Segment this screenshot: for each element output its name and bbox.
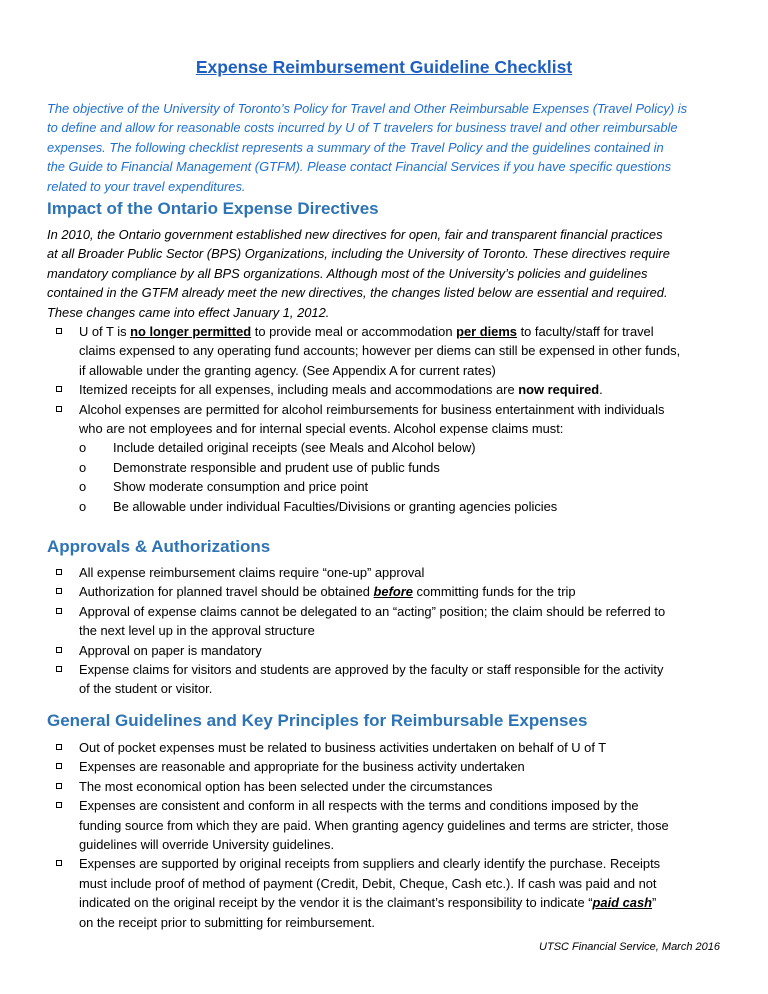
paragraph-line: contained in the GTFM already meet the new directives, the changes listed below are essential and required. bbox=[47, 285, 668, 301]
checklist-item-line: The most economical option has been selected under the circumstances bbox=[79, 778, 493, 794]
emphasis-paid-cash: paid cash bbox=[592, 895, 652, 911]
checklist-item-line: Expenses are consistent and conform in all respects with the terms and conditions imposed by the bbox=[79, 798, 639, 814]
checkbox-icon[interactable] bbox=[56, 783, 62, 789]
text-segment: Authorization for planned travel should be obtained bbox=[79, 584, 374, 600]
checkbox-icon[interactable] bbox=[56, 569, 62, 575]
checkbox-icon[interactable] bbox=[56, 860, 62, 866]
checklist-item-line bbox=[79, 380, 739, 399]
checklist-item-line bbox=[79, 893, 739, 912]
text-segment: to faculty/staff for travel bbox=[516, 324, 654, 339]
checkbox-icon[interactable] bbox=[56, 328, 62, 334]
checklist-item-line: All expense reimbursement claims require “one-up” approval bbox=[79, 565, 425, 580]
checklist-item bbox=[0, 380, 739, 399]
intro-line: the Guide to Financial Management (GTFM). Please contact Financial Services if you have specific questions bbox=[47, 159, 672, 175]
checkbox-icon[interactable] bbox=[56, 744, 62, 750]
text-segment: ” bbox=[652, 895, 657, 911]
intro-line: to define and allow for reasonable costs incurred by U of T travelers for business travel and other reimbursable bbox=[47, 120, 678, 136]
section1-checklist bbox=[0, 322, 768, 516]
checklist-item-line: Expenses are reasonable and appropriate for the business activity undertaken bbox=[79, 759, 525, 775]
checkbox-icon[interactable] bbox=[56, 588, 62, 594]
emphasis-before: before bbox=[373, 584, 413, 600]
circle-bullet-icon: o bbox=[79, 479, 87, 495]
checklist-item-line: Approval of expense claims cannot be delegated to an “acting” position; the claim should be referred to bbox=[79, 603, 666, 619]
text-segment: . bbox=[599, 382, 603, 398]
circle-bullet-icon: o bbox=[79, 498, 87, 514]
page-footer: UTSC Financial Service, March 2016 bbox=[539, 941, 720, 953]
text-segment: to provide meal or accommodation bbox=[251, 324, 457, 339]
checklist-item bbox=[0, 400, 739, 439]
checklist-item-line: Expense claims for visitors and students are approved by the faculty or staff responsible for the activity bbox=[79, 662, 664, 678]
checklist-item bbox=[0, 563, 739, 582]
text-segment: indicated on the original receipt by the vendor it is the claimant’s responsibility to indicate “ bbox=[79, 895, 593, 911]
section3-checklist bbox=[0, 738, 768, 932]
sub-item-text: Be allowable under individual Faculties/Divisions or granting agencies policies bbox=[113, 498, 558, 514]
checklist-item-line: Approval on paper is mandatory bbox=[79, 642, 262, 658]
section-heading-ontario-directives: Impact of the Ontario Expense Directives bbox=[47, 199, 379, 218]
sub-item-text: Show moderate consumption and price point bbox=[113, 479, 369, 495]
paragraph-line: mandatory compliance by all BPS organizations. Although most of the University’s policies and guidelines bbox=[47, 265, 648, 281]
checklist-item-line: funding source from which they are paid. When granting agency guidelines and terms are stricter, those bbox=[79, 817, 669, 833]
checklist-item-line bbox=[79, 322, 739, 341]
sub-item bbox=[0, 438, 768, 457]
checkbox-icon[interactable] bbox=[56, 763, 62, 769]
checklist-item-line: if allowable under the granting agency. (See Appendix A for current rates) bbox=[79, 362, 496, 378]
paragraph-line: In 2010, the Ontario government established new directives for open, fair and transparent financial practices bbox=[47, 227, 663, 242]
sub-item-text: Demonstrate responsible and prudent use of public funds bbox=[113, 459, 440, 475]
sub-item-text: Include detailed original receipts (see Meals and Alcohol below) bbox=[113, 440, 476, 456]
checklist-item bbox=[0, 660, 739, 699]
emphasis-now-required: now required bbox=[518, 382, 600, 398]
checkbox-icon[interactable] bbox=[56, 647, 62, 653]
checklist-item-line: Alcohol expenses are permitted for alcohol reimbursements for business entertainment with individuals bbox=[79, 401, 665, 417]
checklist-item-line: who are not employees and for internal special events. Alcohol expense claims must: bbox=[79, 421, 564, 437]
checkbox-icon[interactable] bbox=[56, 406, 62, 412]
checklist-item bbox=[0, 757, 739, 776]
circle-bullet-icon: o bbox=[79, 440, 87, 456]
checklist-item-line: Expenses are supported by original receipts from suppliers and clearly identify the purchase. Receipts bbox=[79, 856, 661, 872]
checklist-item bbox=[0, 777, 739, 796]
checkbox-icon[interactable] bbox=[56, 802, 62, 808]
emphasis-no-longer-permitted: no longer permitted bbox=[130, 324, 252, 339]
checklist-item-line: Out of pocket expenses must be related to business activities undertaken on behalf of U of T bbox=[79, 740, 607, 755]
emphasis-per-diems: per diems bbox=[456, 324, 517, 339]
sub-item bbox=[0, 458, 768, 477]
sub-item bbox=[0, 477, 768, 496]
checklist-item-line: the next level up in the approval structure bbox=[79, 623, 315, 639]
intro-line: The objective of the University of Toronto’s Policy for Travel and Other Reimbursable Expenses (Travel Policy) is bbox=[47, 101, 688, 116]
intro-paragraph bbox=[47, 99, 729, 196]
circle-bullet-icon: o bbox=[79, 459, 87, 475]
checklist-item bbox=[0, 322, 739, 380]
checkbox-icon[interactable] bbox=[56, 608, 62, 614]
checklist-item-line: of the student or visitor. bbox=[79, 681, 213, 697]
intro-line: related to your travel expenditures. bbox=[47, 178, 246, 194]
section-heading-approvals: Approvals & Authorizations bbox=[47, 537, 271, 556]
checklist-item-line: claims expensed to any operating fund accounts; however per diems can still be expensed in other funds, bbox=[79, 343, 681, 359]
section-heading-general-guidelines: General Guidelines and Key Principles for Reimbursable Expenses bbox=[47, 711, 588, 730]
checklist-item bbox=[0, 602, 739, 641]
checklist-item-line: must include proof of method of payment (Credit, Debit, Cheque, Cash etc.). If cash was paid and not bbox=[79, 875, 657, 891]
checklist-item bbox=[0, 738, 739, 757]
checklist-item bbox=[0, 641, 739, 660]
checklist-item bbox=[0, 796, 739, 854]
paragraph-line: at all Broader Public Sector (BPS) Organizations, including the University of Toronto. These directives require bbox=[47, 246, 670, 262]
checkbox-icon[interactable] bbox=[56, 666, 62, 672]
checklist-item-line: on the receipt prior to submitting for reimbursement. bbox=[79, 914, 375, 930]
checklist-item-line bbox=[79, 582, 739, 601]
text-segment: U of T is bbox=[79, 324, 131, 339]
checkbox-icon[interactable] bbox=[56, 386, 62, 392]
checklist-item bbox=[0, 582, 739, 601]
document-title: Expense Reimbursement Guideline Checklist bbox=[195, 57, 573, 77]
section2-checklist bbox=[0, 563, 768, 699]
sub-item bbox=[0, 497, 768, 516]
paragraph-line: These changes came into effect January 1, 2012. bbox=[47, 304, 330, 320]
text-segment: Itemized receipts for all expenses, including meals and accommodations are bbox=[79, 382, 519, 398]
section1-paragraph bbox=[47, 225, 737, 322]
checklist-item-line: guidelines will override University guidelines. bbox=[79, 837, 335, 853]
checklist-item bbox=[0, 854, 739, 932]
text-segment: committing funds for the trip bbox=[412, 584, 576, 600]
intro-line: expenses. The following checklist represents a summary of the Travel Policy and the guidelines contained in bbox=[47, 139, 664, 155]
